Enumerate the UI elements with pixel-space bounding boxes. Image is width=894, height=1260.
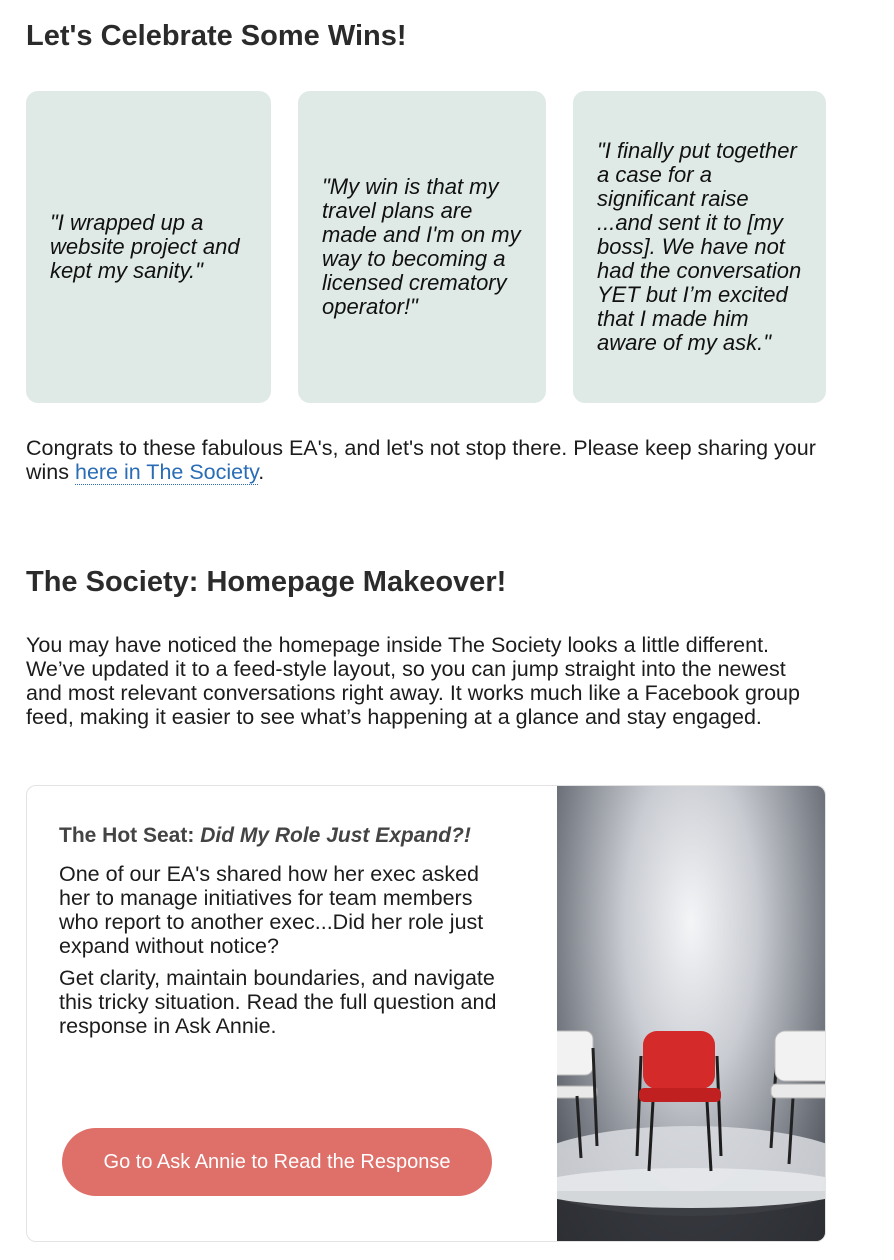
makeover-heading: The Society: Homepage Makeover! [26,566,507,598]
congrats-period: . [258,460,265,484]
floor-highlight [557,1168,825,1208]
chairs-illustration [557,786,825,1242]
ask-annie-button[interactable]: Go to Ask Annie to Read the Response [62,1128,492,1196]
hot-seat-paragraph-1: One of our EA's shared how her exec asked her to manage initiatives for team members who report to another exec...Did her role just expand without notice? [59,862,484,958]
wins-heading: Let's Celebrate Some Wins! [26,20,407,52]
win-quote-3: "I finally put together a case for a significant raise ...and sent it to [my boss]. We have not had the conversation YET but I’m excited that I made him aware of my ask." [597,138,802,355]
hot-seat-feature [26,785,826,1242]
society-link[interactable]: here in The Society [74,460,259,484]
makeover-body: You may have noticed the homepage inside The Society looks a little different. We’ve updated it to a feed-style layout, so you can jump straight into the newest and most relevant conversations right away. It works much like a Facebook group feed, making it easier to see what’s happening at a glance and stay engaged. [26,633,800,729]
win-card-2 [298,91,546,403]
congrats-text [26,436,826,484]
hot-seat-paragraph-2: Get clarity, maintain boundaries, and navigate this tricky situation. Read the full question and response in Ask Annie. [59,966,497,1038]
hot-seat-title [59,818,499,854]
win-quote-2: "My win is that my travel plans are made and I'm on my way to becoming a licensed crematory operator!" [322,174,521,319]
hot-seat-label: The Hot Seat: [59,824,201,847]
chairs-photo [557,786,825,1241]
congrats-body: Congrats to these fabulous EA's, and let's not stop there. Please keep sharing your wins [26,436,816,484]
win-card-3 [573,91,826,403]
win-card-1 [26,91,271,403]
win-quote-1: "I wrapped up a website project and kept my sanity." [50,210,240,283]
hot-seat-text [59,818,499,1038]
hot-seat-question: Did My Role Just Expand?! [200,824,471,847]
